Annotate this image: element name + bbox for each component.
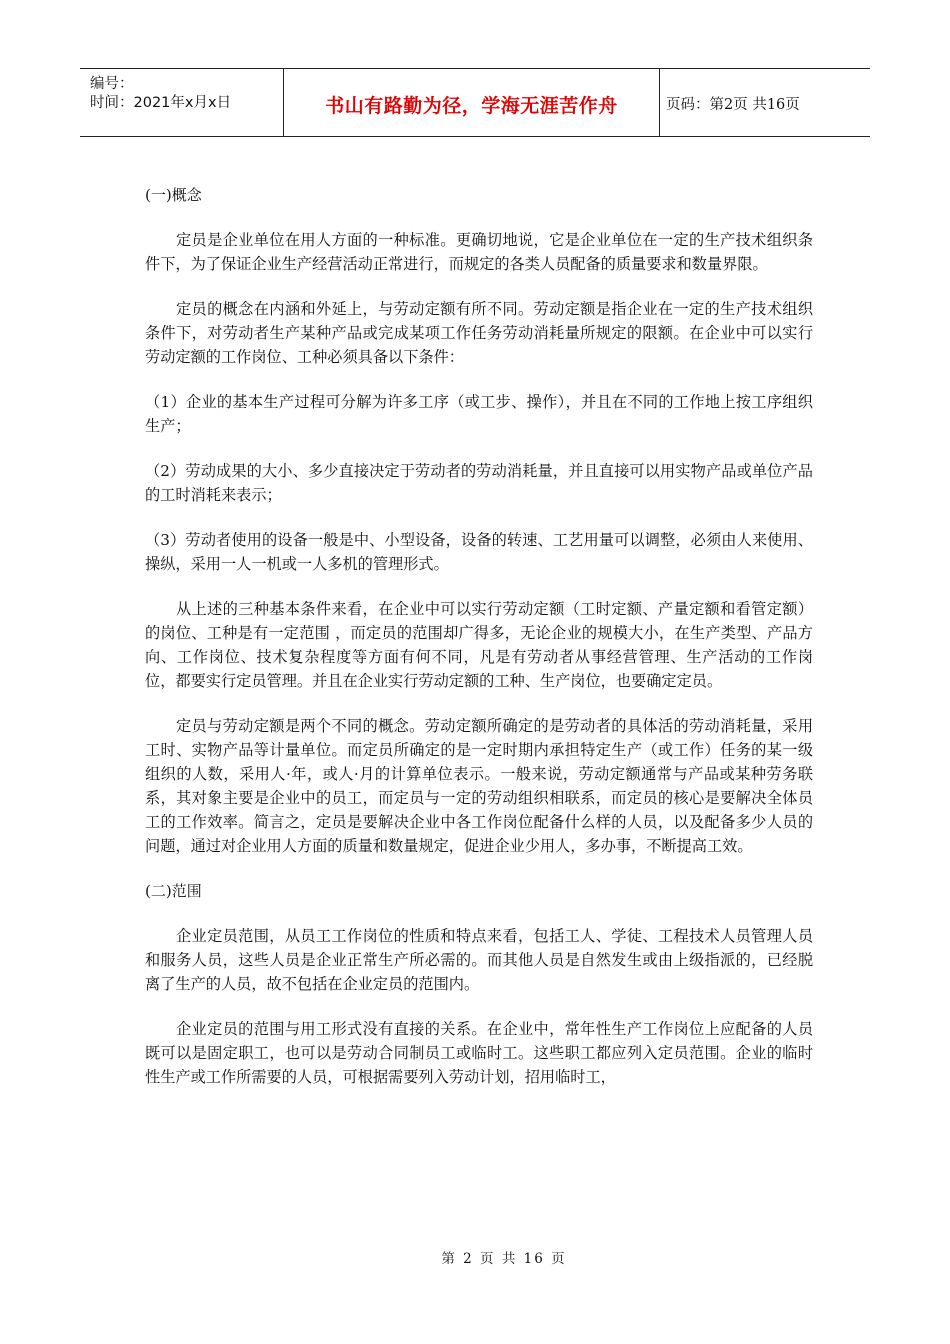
header-motto-cell bbox=[284, 69, 660, 136]
paragraph: 企业定员的范围与用工形式没有直接的关系。在企业中，常年性生产工作岗位上应配备的人员既可以是固定职工，也可以是劳动合同制员工或临时工。这些职工都应列入定员范围。企业的临时性生产或工作所需要的人员，可根据需要列入劳动计划，招用临时工， bbox=[145, 1020, 813, 1086]
section-title: (一)概念 bbox=[145, 186, 202, 204]
header-meta-cell bbox=[80, 69, 284, 136]
header-page-cell bbox=[660, 69, 870, 136]
document-number-label: 编号： bbox=[90, 76, 134, 92]
paragraph: 定员是企业单位在用人方面的一种标准。更确切地说，它是企业单位在一定的生产技术组织条件下，为了保证企业生产经营活动正常进行，而规定的各类人员配备的质量要求和数量界限。 bbox=[145, 231, 813, 273]
paragraph: 企业定员范围，从员工工作岗位的性质和特点来看，包括工人、学徒、工程技术人员管理人员和服务人员，这些人员是企业正常生产所必需的。而其他人员是自然发生或由上级指派的，已经脱离了生产的人员，故不包括在企业定员的范围内。 bbox=[145, 927, 813, 993]
paragraph: 从上述的三种基本条件来看，在企业中可以实行劳动定额（工时定额、产量定额和看管定额）的岗位、工种是有一定范围 ，而定员的范围却广得多，无论企业的规模大小，在生产类型、产品方向、工作岗位、技术复杂程度等方面有何不同，凡是有劳动者从事经营管理、生产活动的工作岗位，都要实行定员管理。并且在企业实行劳动定额的工种、生产岗位，也要确定定员。 bbox=[145, 600, 813, 690]
document-date-label: 时间：2021年x月x日 bbox=[90, 95, 232, 111]
paragraph: （3）劳动者使用的设备一般是中、小型设备，设备的转速、工艺用量可以调整，必须由人来使用、操纵，采用一人一机或一人多机的管理形式。 bbox=[145, 531, 813, 573]
header-motto: 书山有路勤为径，学海无涯苦作舟 bbox=[325, 95, 618, 117]
header-page-info: 页码：第2页 共16页 bbox=[666, 97, 800, 113]
paragraph: （1）企业的基本生产过程可分解为许多工序（或工步、操作），并且在不同的工作地上按工序组织生产； bbox=[145, 393, 813, 435]
document-body bbox=[145, 183, 813, 1110]
section-title: (二)范围 bbox=[145, 882, 202, 900]
paragraph: 定员的概念在内涵和外延上，与劳动定额有所不同。劳动定额是指企业在一定的生产技术组织条件下，对劳动者生产某种产品或完成某项工作任务劳动消耗量所规定的限额。在企业中可以实行劳动定额的工作岗位、工种必须具备以下条件： bbox=[145, 300, 813, 366]
page-header bbox=[80, 68, 870, 137]
page-footer: 第 2 页 共 16 页 bbox=[441, 1251, 567, 1267]
paragraph: 定员与劳动定额是两个不同的概念。劳动定额所确定的是劳动者的具体活的劳动消耗量，采用工时、实物产品等计量单位。而定员所确定的是一定时期内承担特定生产（或工作）任务的某一级组织的人数，采用人·年，或人·月的计算单位表示。一般来说，劳动定额通常与产品或某种劳务联系，其对象主要是企业中的员工，而定员与一定的劳动组织相联系，而定员的核心是要解决全体员工的工作效率。简言之，定员是要解决企业中各工作岗位配备什么样的人员，以及配备多少人员的问题，通过对企业用人方面的质量和数量规定，促进企业少用人，多办事，不断提高工效。 bbox=[145, 717, 813, 855]
paragraph: （2）劳动成果的大小、多少直接决定于劳动者的劳动消耗量，并且直接可以用实物产品或单位产品的工时消耗来表示； bbox=[145, 462, 813, 504]
